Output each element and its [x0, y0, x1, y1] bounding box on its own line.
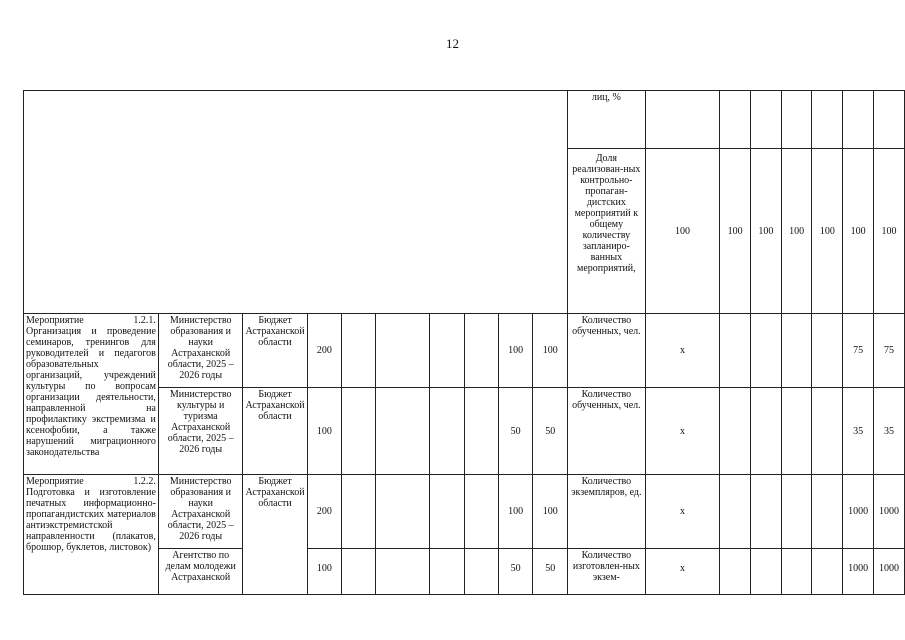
- base-value-cell: x: [645, 475, 720, 549]
- year-cost-cell: 100: [498, 314, 533, 388]
- empty-cell: [430, 314, 464, 388]
- year-cost-cell: 50: [498, 549, 533, 595]
- indicator-cell: Количество изготовлен-ных экзем-: [568, 549, 646, 595]
- empty-cell: [781, 314, 812, 388]
- indicator-value-cell: 35: [843, 388, 874, 475]
- program-table: [23, 90, 905, 595]
- empty-cell: [720, 314, 751, 388]
- total-cost-cell: 200: [307, 314, 342, 388]
- year-cost-cell: 100: [533, 314, 568, 388]
- empty-cell: [464, 475, 498, 549]
- executor-cell: Агентство по делам молодежи Астраханской: [158, 549, 243, 595]
- empty-cell: [720, 475, 751, 549]
- empty-cell: [751, 314, 782, 388]
- funding-source-cell: Бюджет Астраханской области: [243, 388, 307, 475]
- empty-cell: [376, 475, 430, 549]
- year-cost-cell: 50: [498, 388, 533, 475]
- empty-cell: [720, 91, 751, 149]
- empty-cell: [645, 91, 720, 149]
- empty-cell: [342, 475, 376, 549]
- measure-title: Мероприятие 1.2.1. Организация и проведение семинаров, тренингов для руководителей и педагогов образовательных организаций, учреждений культуры по вопросам организации деятельности, направленной на профилактику экстремизма и ксенофобии, а также нарушений миграционного законодательства: [24, 314, 159, 475]
- empty-cell: [720, 549, 751, 595]
- indicator-fragment: лиц, %: [568, 91, 646, 149]
- empty-cell: [874, 91, 905, 149]
- empty-cell: [812, 91, 843, 149]
- empty-cell: [720, 388, 751, 475]
- empty-cell: [751, 388, 782, 475]
- indicator-value-cell: 1000: [843, 475, 874, 549]
- empty-cell: [464, 549, 498, 595]
- empty-cell: [781, 549, 812, 595]
- indicator-value-cell: 1000: [874, 549, 905, 595]
- indicator-cell: Количество обученных, чел.: [568, 314, 646, 388]
- indicator-value-cell: 1000: [874, 475, 905, 549]
- year-cost-cell: 50: [533, 549, 568, 595]
- year-cost-cell: 100: [498, 475, 533, 549]
- page-number: 12: [446, 36, 459, 51]
- empty-cell: [812, 475, 843, 549]
- empty-cell: [751, 549, 782, 595]
- share-year-value: 100: [812, 149, 843, 314]
- empty-cell: [812, 549, 843, 595]
- empty-cell: [342, 388, 376, 475]
- empty-cell: [781, 388, 812, 475]
- empty-cell: [781, 475, 812, 549]
- empty-cell: [342, 549, 376, 595]
- empty-cell: [843, 91, 874, 149]
- indicator-cell: Количество обученных, чел.: [568, 388, 646, 475]
- share-indicator-label: Доля реализован-ных контрольно-пропаган-дистских мероприятий к общему количеству запланиро-ванных мероприятий,: [568, 149, 646, 314]
- share-year-value: 100: [781, 149, 812, 314]
- share-year-value: 100: [874, 149, 905, 314]
- measure-title: Мероприятие 1.2.2. Подготовка и изготовление печатных информационно-пропагандистских материалов антиэкстремистской направленности (плакатов, брошюр, буклетов, листовок): [24, 475, 159, 595]
- empty-cell: [430, 475, 464, 549]
- base-value-cell: x: [645, 314, 720, 388]
- empty-cell: [430, 388, 464, 475]
- empty-cell: [342, 314, 376, 388]
- empty-cell: [464, 314, 498, 388]
- indicator-value-cell: 35: [874, 388, 905, 475]
- indicator-value-cell: 1000: [843, 549, 874, 595]
- empty-cell: [781, 91, 812, 149]
- funding-source-cell: Бюджет Астраханской области: [243, 314, 307, 388]
- empty-cell: [751, 475, 782, 549]
- share-year-value: 100: [751, 149, 782, 314]
- empty-cell: [812, 388, 843, 475]
- empty-cell: [376, 549, 430, 595]
- share-year-value: 100: [720, 149, 751, 314]
- total-cost-cell: 100: [307, 549, 342, 595]
- base-value-cell: x: [645, 549, 720, 595]
- empty-cell: [430, 549, 464, 595]
- empty-cell: [464, 388, 498, 475]
- executor-cell: Министерство образования и науки Астраханской области, 2025 – 2026 годы: [158, 475, 243, 549]
- empty-cell: [812, 314, 843, 388]
- empty-cell: [751, 91, 782, 149]
- indicator-value-cell: 75: [843, 314, 874, 388]
- executor-cell: Министерство образования и науки Астраханской области, 2025 – 2026 годы: [158, 314, 243, 388]
- year-cost-cell: 100: [533, 475, 568, 549]
- share-year-value: 100: [843, 149, 874, 314]
- empty-cell: [376, 314, 430, 388]
- indicator-value-cell: 75: [874, 314, 905, 388]
- share-base-value: 100: [645, 149, 720, 314]
- executor-cell: Министерство культуры и туризма Астраханской области, 2025 – 2026 годы: [158, 388, 243, 475]
- indicator-cell: Количество экземпляров, ед.: [568, 475, 646, 549]
- base-value-cell: x: [645, 388, 720, 475]
- empty-merged-cell: [24, 91, 568, 314]
- funding-source-cell: Бюджет Астраханской области: [243, 475, 307, 595]
- year-cost-cell: 50: [533, 388, 568, 475]
- total-cost-cell: 100: [307, 388, 342, 475]
- total-cost-cell: 200: [307, 475, 342, 549]
- empty-cell: [376, 388, 430, 475]
